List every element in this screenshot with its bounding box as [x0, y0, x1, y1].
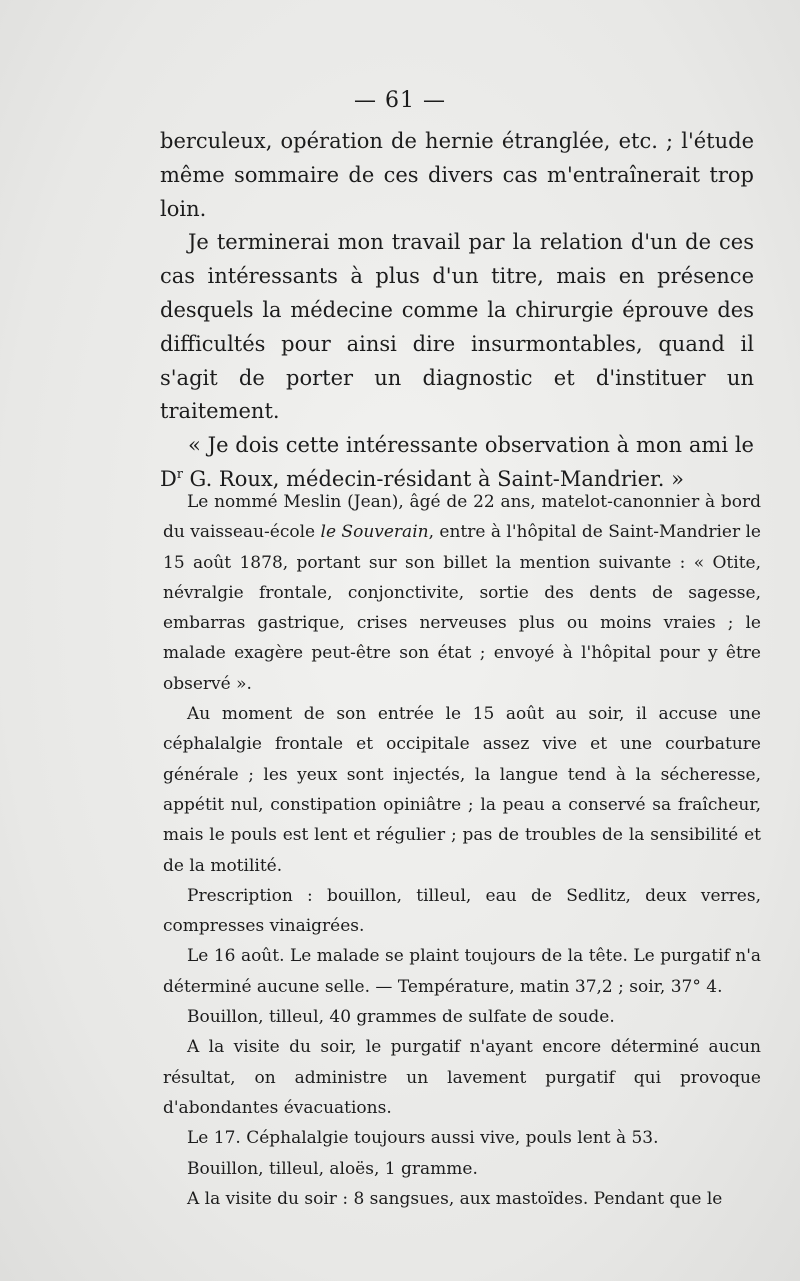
ship-name: le Souverain: [320, 522, 429, 543]
case-paragraph-7: Le 17. Céphalalgie toujours aussi vive, pouls lent à 53.: [187, 1128, 659, 1149]
paragraph-conclusion: Je terminerai mon travail par la relation d'un de ces cas intéressants à plus d'un titre, mais en présence desquels la médecine comme la chirurgie éprouve des difficultés pour ainsi dire insurmontables, quand il s'agit de porter un diagnostic et d'instituer un traitement.: [160, 230, 754, 424]
case-paragraph-3: Prescription : bouillon, tilleul, eau de Sedlitz, deux verres, compresses vinaigrées.: [163, 885, 761, 937]
case-paragraph-4: Le 16 août. Le malade se plaint toujours de la tête. Le purgatif n'a déterminé aucune selle. — Température, matin 37,2 ; soir, 37° 4.: [163, 946, 761, 997]
case-text: Le nommé Meslin (Jean), âgé de 22 ans, matelot-canonnier à bord du vaisseau-école: [163, 492, 761, 543]
paragraph-continuation: berculeux, opération de hernie étranglée, etc. ; l'étude même sommaire de ces divers cas m'entraînerait trop loin.: [160, 129, 754, 221]
case-paragraph-5: Bouillon, tilleul, 40 grammes de sulfate de soude.: [187, 1007, 615, 1028]
quote-text-end: G. Roux, médecin-résidant à Saint-Mandrier. »: [182, 466, 684, 491]
case-paragraph-9: A la visite du soir : 8 sangsues, aux mastoïdes. Pendant que le: [187, 1188, 723, 1209]
case-paragraph-2: Au moment de son entrée le 15 août au soir, il accuse une céphalalgie frontale et occipitale assez vive et une courbature générale ; les yeux sont injectés, la langue tend à la sécheresse, appétit nul, constipation opiniâtre ; la peau a conservé sa fraîcheur, mais le pouls est lent et régulier ; pas de troubles de la sensibilité et de la motilité.: [163, 704, 761, 876]
quote-text: « Je dois cette intéressante observation à mon ami le D: [160, 433, 754, 491]
case-text: , entre à l'hôpital de Saint-Mandrier le 15 août 1878, portant sur son billet la mention suivante : « Otite, névralgie frontale, conjonctivite, sortie des dents de sagesse, embarras gastrique, crises nerveuses plus ou moins vraies ; le malade exagère peut-être son état ; envoyé à l'hôpital pour y être observé ».: [163, 522, 761, 694]
case-paragraph-1: [163, 487, 761, 699]
doctor-superscript: r: [176, 465, 183, 481]
case-paragraph-6: A la visite du soir, le purgatif n'ayant encore déterminé aucun résultat, on administre un lavement purgatif qui provoque d'abondantes évacuations.: [163, 1037, 761, 1118]
case-observation: [163, 487, 761, 1214]
page-number: — 61 —: [354, 88, 446, 113]
case-paragraph-8: Bouillon, tilleul, aloës, 1 gramme.: [187, 1158, 478, 1179]
main-text: [160, 125, 754, 497]
